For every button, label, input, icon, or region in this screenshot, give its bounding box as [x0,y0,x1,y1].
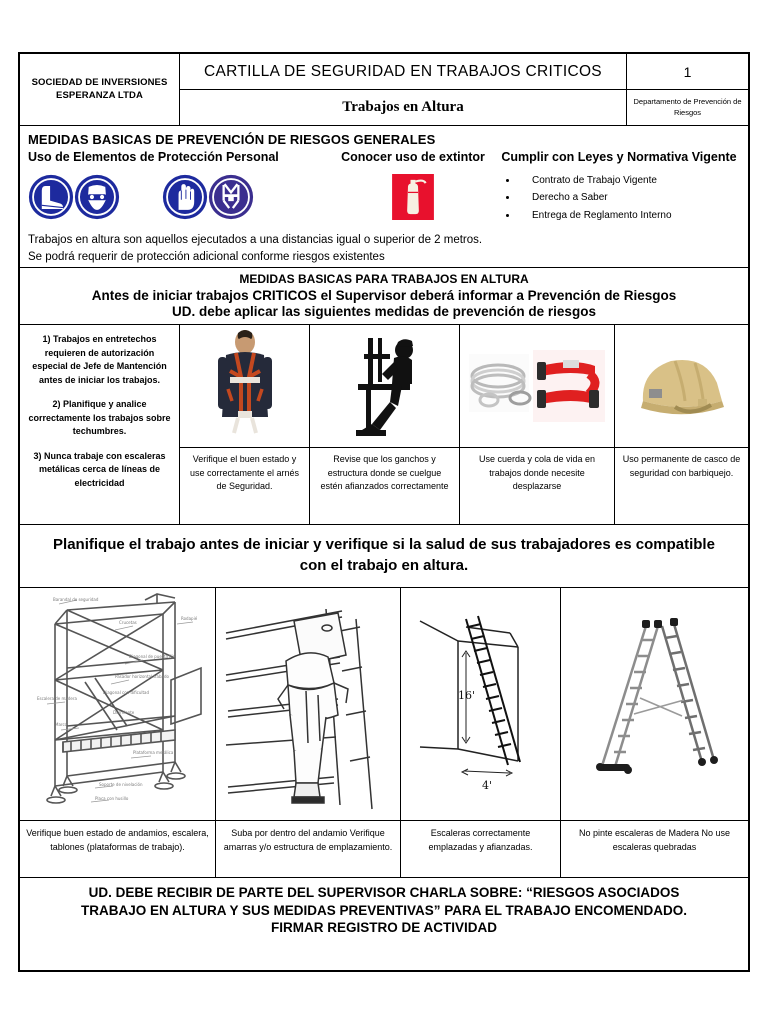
general-measures-title: MEDIDAS BASICAS DE PREVENCIÓN DE RIESGOS GENERALES [28,132,436,147]
banner-line-2: Antes de iniciar trabajos CRITICOS el Supervisor deberá informar a Prevención de Riesgos [91,288,677,304]
bottom-caption: Escaleras correctamente emplazadas y afianzadas. [401,820,560,877]
bottom-table [20,588,748,878]
banner-line-3: UD. debe aplicar las siguientes medidas de prevención de riesgos [172,304,596,320]
svg-text:Escalera de madera: Escalera de madera [36,695,77,701]
safety-boots-icon [28,174,74,220]
page-number: 1 [627,54,748,90]
hard-hat-photo [615,325,748,447]
worker-climbing-inside-scaffold-drawing [216,588,400,820]
svg-text:Placa con husillo: Placa con husillo [94,795,128,801]
safety-harness-icon [208,174,254,220]
legal-requirements-column [498,150,740,224]
footer-line-2: TRABAJO EN ALTURA Y SUS MEDIDAS PREVENTIVAS” PARA EL TRABAJO ENCOMENDADO. [80,902,688,918]
svg-text:Durmiente: Durmiente [112,709,134,715]
bottom-caption: Verifique buen estado de andamios, escalera, tablones (plataformas de trabajo). [20,820,215,877]
svg-text:Plataforma metálica: Plataforma metálica [132,749,173,755]
extinguisher-heading: Conocer uso de extintor [341,150,485,164]
measure-note: 1) Trabajos en entretechos requieren de autorización especial de Jefe de Mantención antes de iniciar los trabajos. [32,334,167,385]
list-item: • Entrega de Reglamento Interno [518,207,740,225]
plan-work-banner: Planifique el trabajo antes de iniciar y verifique si la salud de sus trabajadores es compatible con el trabajo en altura. [20,525,748,588]
ppe-icon-group [28,174,328,220]
measure-cell-helmet [615,325,748,524]
svg-text:Crucetas: Crucetas [118,619,137,625]
page-title: CARTILLA DE SEGURIDAD EN TRABAJOS CRITICOS [180,54,626,90]
bottom-caption: Suba por dentro del andamio Verifique amarras y/o estructura de emplazamiento. [216,820,400,877]
ppe-heading: Uso de Elementos de Protección Personal [28,150,279,164]
department-name: Departamento de Prevención de Riesgos [633,97,742,117]
bottom-cell-scaffolding [20,588,216,877]
measure-caption: Revise que los ganchos y estructura donde se cuelgue estén afianzados correctamente [310,447,459,524]
bottom-cell-extension-ladder [561,588,748,877]
bottom-cell-climbing [216,588,401,877]
worker-on-scaffold-silhouette [310,325,459,447]
svg-text:Pasador horizontal trabado: Pasador horizontal trabado [114,673,169,679]
list-item: • Contrato de Trabajo Vigente [518,172,740,190]
fire-extinguisher-icon [392,174,434,220]
bottom-caption: No pinte escaleras de Madera No use escaleras quebradas [561,820,748,877]
svg-text:Barandal de seguridad: Barandal de seguridad [52,596,98,602]
footer-line-3: FIRMAR REGISTRO DE ACTIVIDAD [271,920,497,936]
legal-heading: Cumplir con Leyes y Normativa Vigente [501,150,737,164]
measure-cell-lifeline [460,325,615,524]
measure-caption: Verifique el buen estado y use correctamente el arnés de Seguridad. [180,447,309,524]
list-item: • Derecho a Saber [518,189,740,207]
worker-wearing-harness-photo [180,325,309,447]
document-footer [20,878,748,944]
ladder-base-label: 4' [481,778,492,792]
measure-cell-anchorage [310,325,460,524]
measures-notes-cell [20,325,180,524]
rope-and-lifeline-lanyard-photo [460,325,614,447]
header-title-block [180,54,626,125]
safety-gloves-icon [162,174,208,220]
safety-goggles-icon [74,174,120,220]
header-right-block [626,54,748,125]
company-name: SOCIEDAD DE INVERSIONES ESPERANZA LTDA [20,54,180,125]
measure-caption: Uso permanente de casco de seguridad con barbiquejo. [615,447,748,524]
height-measures-banner [20,268,748,325]
svg-text:Soporte de nivelación: Soporte de nivelación [98,781,143,787]
svg-text:Marco: Marco [54,721,67,727]
measure-caption: Use cuerda y cola de vida en trabajos donde necesite desplazarse [460,447,614,524]
bottom-cell-ladder-angle [401,588,561,877]
safety-card-document [18,52,750,972]
document-subtitle: Trabajos en Altura [342,99,464,115]
scaffolding-technical-diagram [20,588,215,820]
measure-cell-harness [180,325,310,524]
document-header [20,54,748,126]
svg-text:Diagonal con dificultad: Diagonal con dificultad [102,689,149,695]
legal-requirements-list [498,172,740,225]
aluminium-extension-ladder-photo [561,588,748,820]
ppe-column [28,150,328,224]
measure-note: 2) Planifique y analice correctamente los trabajos sobre techumbres. [28,399,171,437]
measures-table [20,325,748,525]
ladder-angle-ratio-diagram [401,588,560,820]
measure-note: 3) Nunca trabaje con escaleras metálicas cerca de líneas de electricidad [33,450,166,488]
banner-line-1: MEDIDAS BASICAS PARA TRABAJOS EN ALTURA [239,272,529,287]
footer-line-1: UD. DEBE RECIBIR DE PARTE DEL SUPERVISOR CHARLA SOBRE: “RIESGOS ASOCIADOS [88,884,680,900]
extinguisher-column [328,150,498,224]
note-line-2: Se podrá requerir de protección adicional conforme riesgos existentes [28,250,385,263]
svg-text:Rodapié: Rodapié [180,615,197,621]
height-definition-note [28,232,740,265]
general-measures-section [20,126,748,268]
note-line-1: Trabajos en altura son aquellos ejecutados a una distancias igual o superior de 2 metros. [28,234,483,247]
svg-text:Diagonal de puesta fija: Diagonal de puesta fija [128,653,175,659]
ladder-height-label: 16' [457,688,475,702]
